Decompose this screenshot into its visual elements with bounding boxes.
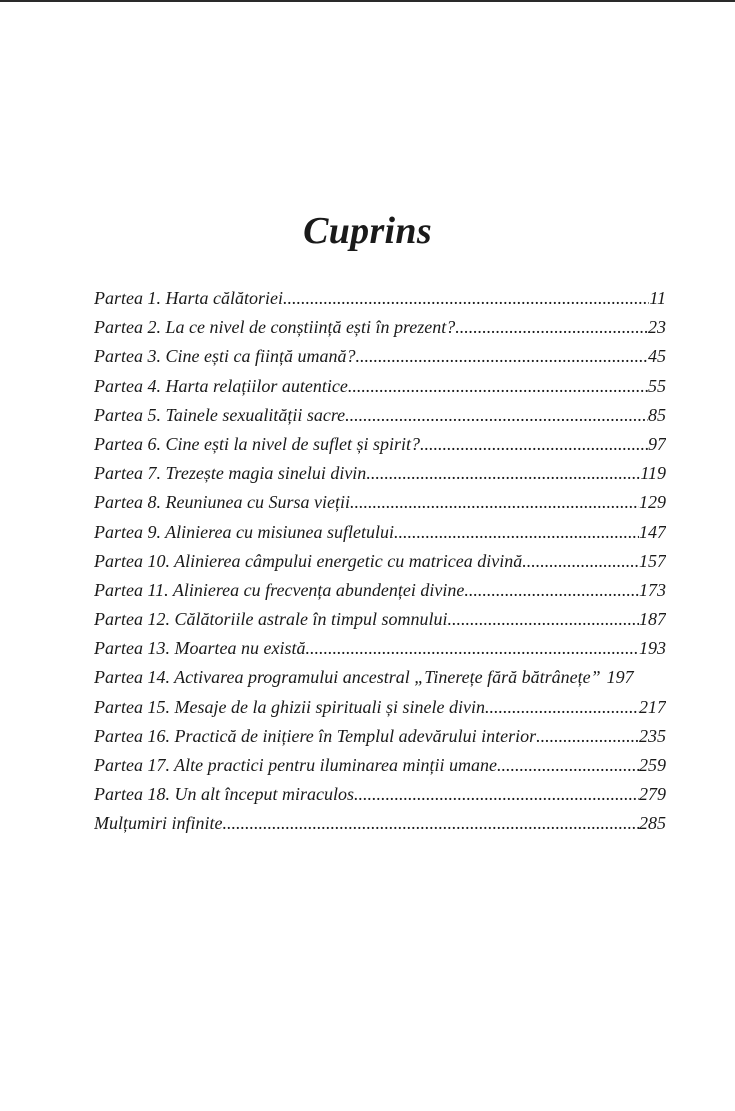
page-title: Cuprins: [303, 210, 432, 253]
toc-entry[interactable]: [94, 605, 666, 634]
toc-page-number: 197: [606, 667, 634, 688]
toc-page-number: 85: [648, 404, 666, 425]
toc-dot-leader: [420, 430, 648, 459]
toc-entry-title: Partea 3. Cine ești ca ființă umană?: [94, 346, 356, 367]
toc-dot-leader: [283, 284, 649, 313]
toc-dot-leader: [448, 605, 639, 634]
toc-dot-leader: [223, 809, 640, 838]
toc-entry-title: Partea 18. Un alt început miraculos: [94, 784, 354, 805]
toc-page-number: 217: [639, 696, 666, 717]
toc-entry-title: Partea 16. Practică de inițiere în Templul adevărului interior: [94, 725, 537, 746]
toc-entry-title: Partea 11. Alinierea cu frecvența abundenței divine: [94, 579, 465, 600]
toc-entry[interactable]: [94, 809, 666, 838]
toc-entry[interactable]: [94, 634, 666, 663]
toc-page-number: 147: [639, 521, 666, 542]
toc-dot-leader: [354, 780, 639, 809]
toc-page-number: 55: [648, 375, 666, 396]
toc-page-number: 279: [639, 784, 666, 805]
table-of-contents: [94, 284, 666, 839]
toc-entry-title: Partea 14. Activarea programului ancestral „Tinerețe fără bătrânețe”: [94, 667, 601, 688]
toc-entry[interactable]: [94, 313, 666, 342]
toc-entry[interactable]: [94, 459, 666, 488]
toc-entry[interactable]: [94, 663, 666, 692]
toc-dot-leader: [350, 488, 639, 517]
toc-entry[interactable]: [94, 722, 666, 751]
toc-dot-leader: [497, 751, 639, 780]
toc-dot-leader: [348, 372, 648, 401]
toc-page-number: 23: [648, 317, 666, 338]
toc-page-number: 235: [639, 725, 666, 746]
toc-entry-title: Partea 4. Harta relațiilor autentice: [94, 375, 348, 396]
toc-entry-title: Partea 6. Cine ești la nivel de suflet și spirit?: [94, 433, 420, 454]
toc-entry-title: Partea 9. Alinierea cu misiunea sufletului: [94, 521, 394, 542]
toc-entry[interactable]: [94, 342, 666, 371]
toc-page-number: 45: [648, 346, 666, 367]
toc-entry-title: Partea 13. Moartea nu există: [94, 638, 306, 659]
toc-page-number: 11: [649, 288, 666, 308]
toc-page-number: 285: [639, 813, 666, 834]
toc-page-number: 157: [639, 550, 666, 571]
toc-page-number: 129: [639, 492, 666, 513]
toc-entry[interactable]: [94, 780, 666, 809]
toc-page-number: 119: [640, 463, 666, 484]
toc-entry-title: Mulțumiri infinite: [94, 813, 223, 834]
toc-entry[interactable]: [94, 547, 666, 576]
toc-dot-leader: [305, 634, 639, 663]
toc-entry[interactable]: [94, 693, 666, 722]
toc-entry[interactable]: [94, 751, 666, 780]
toc-entry-title: Partea 5. Tainele sexualității sacre: [94, 404, 346, 425]
toc-entry-title: Partea 7. Trezește magia sinelui divin: [94, 463, 367, 484]
toc-entry-title: Partea 8. Reuniunea cu Sursa vieții: [94, 492, 350, 513]
toc-entry-title: Partea 10. Alinierea câmpului energetic cu matricea divină: [94, 550, 523, 571]
toc-page-number: 173: [639, 579, 666, 600]
toc-entry[interactable]: [94, 401, 666, 430]
toc-page-number: 193: [639, 638, 666, 659]
toc-entry-title: Partea 2. La ce nivel de conștiință ești în prezent?: [94, 317, 456, 338]
toc-entry-title: Partea 1. Harta călătoriei: [94, 288, 283, 308]
top-border-rule: [0, 0, 735, 2]
toc-entry[interactable]: [94, 284, 666, 313]
toc-dot-leader: [355, 342, 648, 371]
toc-entry-title: Partea 15. Mesaje de la ghizii spirituali și sinele divin: [94, 696, 485, 717]
toc-page-number: 97: [648, 433, 666, 454]
toc-entry[interactable]: [94, 576, 666, 605]
toc-entry[interactable]: [94, 372, 666, 401]
toc-dot-leader: [345, 401, 648, 430]
toc-page-number: 259: [639, 755, 666, 775]
toc-dot-leader: [366, 459, 640, 488]
toc-page-number: 187: [639, 609, 666, 630]
toc-dot-leader: [536, 722, 639, 751]
toc-entry[interactable]: [94, 488, 666, 517]
toc-entry-title: Partea 12. Călătoriile astrale în timpul somnului: [94, 609, 448, 630]
toc-entry[interactable]: [94, 430, 666, 459]
toc-dot-leader: [522, 547, 639, 576]
toc-dot-leader: [485, 693, 639, 722]
toc-entry[interactable]: [94, 518, 666, 547]
toc-entry-title: Partea 17. Alte practici pentru iluminarea minții umane: [94, 755, 497, 775]
toc-dot-leader: [455, 313, 648, 342]
toc-dot-leader: [464, 576, 639, 605]
toc-dot-leader: [394, 518, 639, 547]
